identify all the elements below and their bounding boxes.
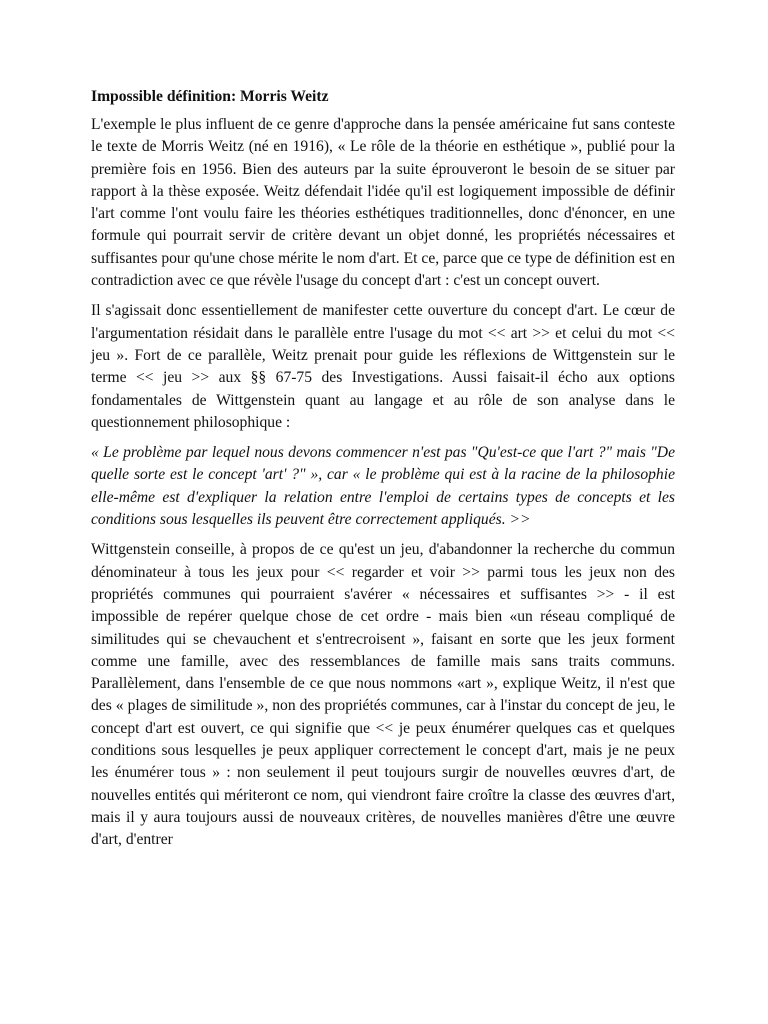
- document-page: [91, 86, 675, 860]
- paragraph-intro: L'exemple le plus influent de ce genre d'approche dans la pensée américaine fut sans conteste le texte de Morris Weitz (né en 1916), « Le rôle de la théorie en esthétique », publié pour la première fois en 1956. Bien des auteurs par la suite éprouveront le besoin de se situer par rapport à la thèse exposée. Weitz défendait l'idée qu'il est logiquement impossible de définir l'art comme l'ont voulu faire les théories esthétiques traditionnelles, donc d'énoncer, en une formule qui pourrait servir de critère devant un objet donné, les propriétés nécessaires et suffisantes pour qu'une chose mérite le nom d'art. Et ce, parce que ce type de définition est en contradiction avec ce que révèle l'usage du concept d'art : c'est un concept ouvert.: [91, 116, 675, 290]
- quotation-paragraph: « Le problème par lequel nous devons commencer n'est pas "Qu'est-ce que l'art ?" mais "De quelle sorte est le concept 'art' ?" », car « le problème qui est à la racine de la philosophie elle-même est d'expliquer la relation entre l'emploi de certains types de concepts et les conditions sous lesquelles ils peuvent être correctement appliqués. >>: [91, 444, 675, 529]
- paragraph-wittgenstein: Wittgenstein conseille, à propos de ce qu'est un jeu, d'abandonner la recherche du commun dénominateur à tous les jeux pour << regarder et voir >> parmi tous les jeux non des propriétés communes qui pourraient s'avérer « nécessaires et suffisantes >> - il est impossible de repérer quelque chose de cet ordre - mais bien «un réseau compliqué de similitudes qui se chevauchent et s'entrecroisent », faisant en sorte que les jeux forment comme une famille, avec des ressemblances de famille mais sans traits communs. Parallèlement, dans l'ensemble de ce que nous nommons «art », explique Weitz, il n'est que des « plages de similitude », non des propriétés communes, car à l'instar du concept de jeu, le concept d'art est ouvert, ce qui signifie que << je peux énumérer quelques cas et quelques conditions sous lesquelles je peux appliquer correctement le concept d'art, mais je ne peux les énumérer tous » : non seulement il peut toujours surgir de nouvelles œuvres d'art, de nouvelles entités qui mériteront ce nom, qui viendront faire croître la classe des œuvres d'art, mais il y aura toujours aussi de nouveaux critères, de nouvelles manières d'être une œuvre d'art, d'entrer: [91, 541, 675, 849]
- paragraph-argument: Il s'agissait donc essentiellement de manifester cette ouverture du concept d'art. Le cœur de l'argumentation résidait dans le parallèle entre l'usage du mot << art >> et celui du mot << jeu ». Fort de ce parallèle, Weitz prenait pour guide les réflexions de Wittgenstein sur le terme << jeu >> aux §§ 67-75 des Investigations. Aussi faisait-il écho aux options fondamentales de Wittgenstein quant au langage et au rôle de son analyse dans le questionnement philosophique :: [91, 302, 675, 431]
- document-title: Impossible définition: Morris Weitz: [91, 88, 329, 105]
